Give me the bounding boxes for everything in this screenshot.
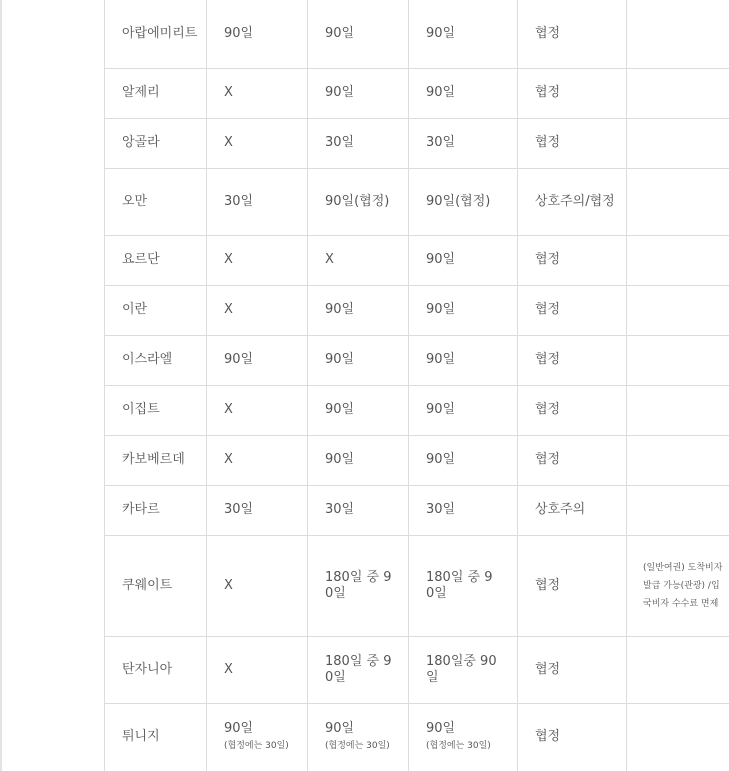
- country-cell: 이스라엘: [105, 335, 207, 385]
- basis-cell: 협정: [518, 703, 627, 771]
- official-passport-value: 90일: [325, 721, 355, 736]
- diplomatic-passport-subnote: (협정에는 30일): [224, 741, 289, 751]
- diplomatic-passport-cell: [207, 703, 308, 771]
- diplomatic-passport-cell: X: [207, 636, 308, 703]
- note-cell: [627, 68, 729, 118]
- diplomatic-passport-value: 90일: [224, 721, 254, 736]
- note-cell: [627, 235, 729, 285]
- diplomatic-passport-cell: 30일: [207, 485, 308, 535]
- ordinary-passport-cell: 90일(협정): [409, 168, 518, 235]
- left-gutter: [0, 0, 2, 771]
- note-cell: [627, 636, 729, 703]
- ordinary-passport-cell: 180일 중 90일: [409, 535, 518, 636]
- official-passport-cell: 90일: [308, 285, 409, 335]
- ordinary-passport-cell: 90일: [409, 435, 518, 485]
- official-passport-subnote: (협정에는 30일): [325, 741, 390, 751]
- table-row: [105, 68, 729, 118]
- table-row: [105, 703, 729, 771]
- basis-cell: 협정: [518, 68, 627, 118]
- diplomatic-passport-cell: X: [207, 385, 308, 435]
- ordinary-passport-cell: 90일: [409, 235, 518, 285]
- basis-cell: 상호주의/협정: [518, 168, 627, 235]
- note-cell: [627, 485, 729, 535]
- ordinary-passport-cell: 90일: [409, 285, 518, 335]
- official-passport-cell: 180일 중 90일: [308, 535, 409, 636]
- official-passport-cell: [308, 703, 409, 771]
- official-passport-cell: 90일: [308, 335, 409, 385]
- diplomatic-passport-cell: 90일: [207, 0, 308, 68]
- country-cell: 카타르: [105, 485, 207, 535]
- ordinary-passport-cell: 30일: [409, 118, 518, 168]
- basis-cell: 협정: [518, 285, 627, 335]
- table-row: [105, 385, 729, 435]
- ordinary-passport-cell: 180일중 90일: [409, 636, 518, 703]
- official-passport-cell: 90일(협정): [308, 168, 409, 235]
- ordinary-passport-cell: 90일: [409, 385, 518, 435]
- country-cell: 이집트: [105, 385, 207, 435]
- country-cell: 카보베르데: [105, 435, 207, 485]
- official-passport-cell: 90일: [308, 385, 409, 435]
- table-row: [105, 235, 729, 285]
- ordinary-passport-cell: 30일: [409, 485, 518, 535]
- basis-cell: 협정: [518, 636, 627, 703]
- basis-cell: 협정: [518, 385, 627, 435]
- official-passport-cell: 30일: [308, 118, 409, 168]
- diplomatic-passport-cell: X: [207, 68, 308, 118]
- table-row: [105, 168, 729, 235]
- ordinary-passport-cell: 90일: [409, 0, 518, 68]
- diplomatic-passport-cell: 30일: [207, 168, 308, 235]
- official-passport-cell: 180일 중 90일: [308, 636, 409, 703]
- basis-cell: 협정: [518, 535, 627, 636]
- ordinary-passport-value: 90일: [426, 721, 456, 736]
- table-row: [105, 0, 729, 68]
- diplomatic-passport-cell: X: [207, 435, 308, 485]
- table-row: [105, 118, 729, 168]
- visa-table-body: [105, 0, 729, 771]
- country-cell: 이란: [105, 285, 207, 335]
- basis-cell: 협정: [518, 0, 627, 68]
- official-passport-cell: 30일: [308, 485, 409, 535]
- basis-cell: 협정: [518, 235, 627, 285]
- country-cell: 알제리: [105, 68, 207, 118]
- country-cell: 아랍에미리트: [105, 0, 207, 68]
- official-passport-cell: 90일: [308, 68, 409, 118]
- table-row: [105, 285, 729, 335]
- diplomatic-passport-cell: X: [207, 285, 308, 335]
- official-passport-cell: X: [308, 235, 409, 285]
- note-text: (일반여권) 도착비자 발급 가능(관광) /입국비자 수수료 면제: [643, 562, 723, 609]
- ordinary-passport-cell: 90일: [409, 335, 518, 385]
- visa-table: [104, 0, 729, 771]
- note-cell: [627, 385, 729, 435]
- note-cell: [627, 335, 729, 385]
- official-passport-cell: 90일: [308, 0, 409, 68]
- diplomatic-passport-cell: 90일: [207, 335, 308, 385]
- table-row: [105, 335, 729, 385]
- ordinary-passport-subnote: (협정에는 30일): [426, 741, 491, 751]
- official-passport-cell: 90일: [308, 435, 409, 485]
- note-cell: [627, 118, 729, 168]
- basis-cell: 협정: [518, 435, 627, 485]
- country-cell: 요르단: [105, 235, 207, 285]
- basis-cell: 협정: [518, 335, 627, 385]
- table-row: [105, 485, 729, 535]
- diplomatic-passport-cell: X: [207, 235, 308, 285]
- country-cell: 탄자니아: [105, 636, 207, 703]
- basis-cell: 상호주의: [518, 485, 627, 535]
- note-cell: [627, 0, 729, 68]
- country-cell: 튀니지: [105, 703, 207, 771]
- diplomatic-passport-cell: X: [207, 535, 308, 636]
- note-cell: [627, 535, 729, 636]
- ordinary-passport-cell: 90일: [409, 68, 518, 118]
- table-row: [105, 535, 729, 636]
- country-cell: 앙골라: [105, 118, 207, 168]
- table-row: [105, 636, 729, 703]
- ordinary-passport-cell: [409, 703, 518, 771]
- note-cell: [627, 285, 729, 335]
- basis-cell: 협정: [518, 118, 627, 168]
- table-row: [105, 435, 729, 485]
- diplomatic-passport-cell: X: [207, 118, 308, 168]
- note-cell: [627, 168, 729, 235]
- note-cell: [627, 703, 729, 771]
- country-cell: 오만: [105, 168, 207, 235]
- note-cell: [627, 435, 729, 485]
- country-cell: 쿠웨이트: [105, 535, 207, 636]
